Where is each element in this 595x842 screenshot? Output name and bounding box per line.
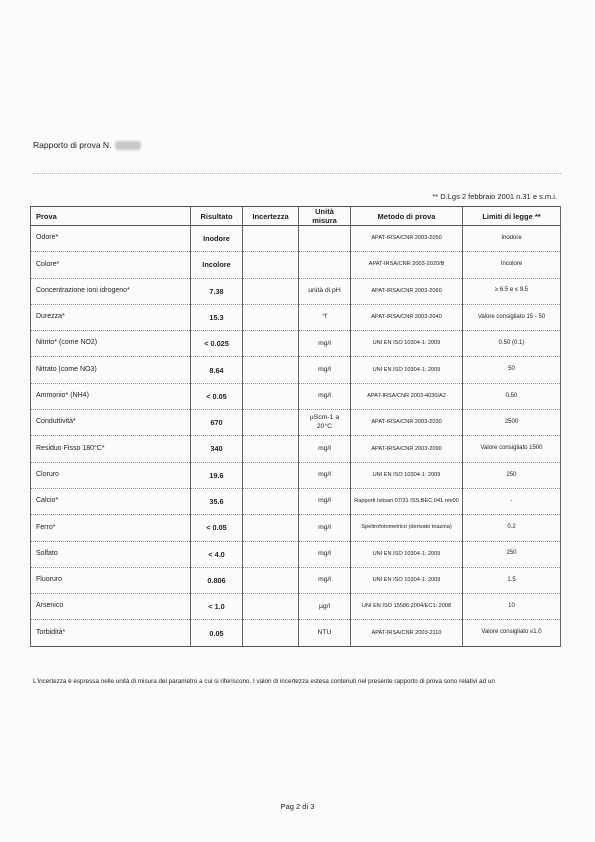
cell-unita-misura: mg/l <box>299 357 351 383</box>
cell-limiti-di-legge: 0.2 <box>463 515 561 541</box>
report-header <box>33 140 141 150</box>
cell-risultato: < 0.025 <box>191 331 243 357</box>
cell-risultato: 19.6 <box>191 462 243 488</box>
cell-risultato: Inodore <box>191 226 243 252</box>
cell-limiti-di-legge: 0.50 (0.1) <box>463 331 561 357</box>
cell-unita-misura: mg/l <box>299 462 351 488</box>
cell-metodo-di-prova: APAT-IRSA/CNR 2003-2030 <box>351 410 463 436</box>
cell-risultato: 340 <box>191 436 243 462</box>
cell-metodo-di-prova: UNI EN ISO 10304-1: 2009 <box>351 357 463 383</box>
cell-unita-misura: mg/l <box>299 515 351 541</box>
cell-incertezza <box>243 594 299 620</box>
cell-metodo-di-prova: APAT-IRSA/CNR 2003-2020/B <box>351 252 463 278</box>
cell-incertezza <box>243 304 299 330</box>
cell-prova: Torbidità* <box>31 620 191 646</box>
cell-limiti-di-legge: Valore consigliato 1500 <box>463 436 561 462</box>
table-row <box>31 488 561 514</box>
cell-incertezza <box>243 488 299 514</box>
table-row <box>31 515 561 541</box>
cell-incertezza <box>243 567 299 593</box>
cell-metodo-di-prova: UNI EN ISO 10304-1: 2009 <box>351 462 463 488</box>
cell-unita-misura <box>299 226 351 252</box>
uncertainty-footnote: L'incertezza è espressa nelle unità di misura del parametro a cui si riferiscono. I valori di incertezza estesa contenuti nel presente rapporto di prova sono relativi ad un <box>33 678 495 685</box>
cell-metodo-di-prova: UNI EN ISO 10304-1: 2009 <box>351 541 463 567</box>
cell-risultato: 0.806 <box>191 567 243 593</box>
cell-prova: Nitrito* (come NO2) <box>31 331 191 357</box>
cell-risultato: Incolore <box>191 252 243 278</box>
cell-prova: Ferro* <box>31 515 191 541</box>
report-number-label: Rapporto di prova N. <box>33 140 112 150</box>
cell-unita-misura: mg/l <box>299 488 351 514</box>
column-header-incertezza: Incertezza <box>243 207 299 226</box>
table-row <box>31 567 561 593</box>
cell-limiti-di-legge: 250 <box>463 541 561 567</box>
cell-incertezza <box>243 226 299 252</box>
table-row <box>31 541 561 567</box>
cell-limiti-di-legge: 2500 <box>463 410 561 436</box>
cell-limiti-di-legge: 1.5 <box>463 567 561 593</box>
cell-risultato: 670 <box>191 410 243 436</box>
table-row <box>31 331 561 357</box>
cell-prova: Arsenico <box>31 594 191 620</box>
cell-limiti-di-legge: ≥ 6.5 e ≤ 9.5 <box>463 278 561 304</box>
table-row <box>31 304 561 330</box>
table-row <box>31 226 561 252</box>
table-row <box>31 410 561 436</box>
table-row <box>31 594 561 620</box>
table-row <box>31 278 561 304</box>
cell-incertezza <box>243 541 299 567</box>
cell-limiti-di-legge: 250 <box>463 462 561 488</box>
cell-unita-misura: µg/l <box>299 594 351 620</box>
cell-risultato: 0.05 <box>191 620 243 646</box>
cell-prova: Durezza* <box>31 304 191 330</box>
cell-prova: Calcio* <box>31 488 191 514</box>
redacted-report-number <box>115 141 141 150</box>
cell-limiti-di-legge: Incolore <box>463 252 561 278</box>
cell-unita-misura: mg/l <box>299 331 351 357</box>
column-header-unita-misura: Unità misura <box>299 207 351 226</box>
cell-incertezza <box>243 620 299 646</box>
cell-prova: Fluoruro <box>31 567 191 593</box>
cell-incertezza <box>243 515 299 541</box>
cell-risultato: < 1.0 <box>191 594 243 620</box>
cell-metodo-di-prova: APAT-IRSA/CNR 2003-4030/A2 <box>351 383 463 409</box>
cell-metodo-di-prova: APAT-IRSA/CNR 2003-2090 <box>351 436 463 462</box>
cell-incertezza <box>243 252 299 278</box>
cell-risultato: 8.64 <box>191 357 243 383</box>
cell-limiti-di-legge: Valore consigliato ≤1.0 <box>463 620 561 646</box>
cell-prova: Odore* <box>31 226 191 252</box>
cell-prova: Conduttività* <box>31 410 191 436</box>
cell-unita-misura: mg/l <box>299 567 351 593</box>
table-row <box>31 383 561 409</box>
table-row <box>31 357 561 383</box>
cell-unita-misura: µScm-1 a 20°C <box>299 410 351 436</box>
cell-unita-misura: mg/l <box>299 383 351 409</box>
cell-risultato: 35.6 <box>191 488 243 514</box>
cell-incertezza <box>243 331 299 357</box>
legal-reference: ** D.Lgs 2 febbraio 2001 n.31 e s.m.i. <box>432 192 557 201</box>
cell-unita-misura: NTU <box>299 620 351 646</box>
cell-prova: Ammonio* (NH4) <box>31 383 191 409</box>
cell-metodo-di-prova: APAT-IRSA/CNR 2003-2040 <box>351 304 463 330</box>
cell-metodo-di-prova: APAT-IRSA/CNR 2003-2110 <box>351 620 463 646</box>
cell-prova: Cloruro <box>31 462 191 488</box>
cell-metodo-di-prova: APAT-IRSA/CNR 2003-2060 <box>351 278 463 304</box>
cell-limiti-di-legge: 10 <box>463 594 561 620</box>
cell-prova: Residuo Fisso 180°C* <box>31 436 191 462</box>
cell-prova: Colore* <box>31 252 191 278</box>
cell-metodo-di-prova: Spettrofotometrico (derivato triazina) <box>351 515 463 541</box>
column-header-metodo-di-prova: Metodo di prova <box>351 207 463 226</box>
column-header-risultato: Risultato <box>191 207 243 226</box>
cell-limiti-di-legge: 50 <box>463 357 561 383</box>
cell-limiti-di-legge: - <box>463 488 561 514</box>
table-row <box>31 620 561 646</box>
table-row <box>31 436 561 462</box>
cell-prova: Solfato <box>31 541 191 567</box>
column-header-prova: Prova <box>31 207 191 226</box>
cell-incertezza <box>243 436 299 462</box>
cell-risultato: 7.38 <box>191 278 243 304</box>
table-row <box>31 252 561 278</box>
cell-metodo-di-prova: UNI EN ISO 10304-1: 2009 <box>351 331 463 357</box>
table-header-row <box>31 207 561 226</box>
cell-incertezza <box>243 357 299 383</box>
cell-limiti-di-legge: 0.50 <box>463 383 561 409</box>
cell-metodo-di-prova: UNI EN ISO 10304-1: 2009 <box>351 567 463 593</box>
cell-metodo-di-prova: UNI EN ISO 15586:2004/EC1: 2008 <box>351 594 463 620</box>
cell-unita-misura: °f <box>299 304 351 330</box>
cell-incertezza <box>243 278 299 304</box>
cell-unita-misura: unità di pH <box>299 278 351 304</box>
cell-incertezza <box>243 462 299 488</box>
cell-unita-misura: mg/l <box>299 541 351 567</box>
header-divider <box>33 173 561 174</box>
cell-prova: Nitrato (come NO3) <box>31 357 191 383</box>
cell-risultato: < 0.05 <box>191 383 243 409</box>
cell-risultato: < 0.05 <box>191 515 243 541</box>
cell-prova: Concentrazione ioni idrogeno* <box>31 278 191 304</box>
cell-unita-misura: mg/l <box>299 436 351 462</box>
column-header-limiti-di-legge: Limiti di legge ** <box>463 207 561 226</box>
table-row <box>31 462 561 488</box>
page-number: Pag 2 di 3 <box>280 802 315 811</box>
cell-limiti-di-legge: Inodore <box>463 226 561 252</box>
cell-unita-misura <box>299 252 351 278</box>
cell-limiti-di-legge: Valore consigliato 15 - 50 <box>463 304 561 330</box>
cell-risultato: < 4.0 <box>191 541 243 567</box>
cell-incertezza <box>243 383 299 409</box>
cell-incertezza <box>243 410 299 436</box>
cell-risultato: 15.3 <box>191 304 243 330</box>
cell-metodo-di-prova: APAT-IRSA/CNR 2003-2050 <box>351 226 463 252</box>
results-table <box>30 206 561 647</box>
cell-metodo-di-prova: Rapporti Istisan 07/31 ISS.BEC.041.rev00 <box>351 488 463 514</box>
